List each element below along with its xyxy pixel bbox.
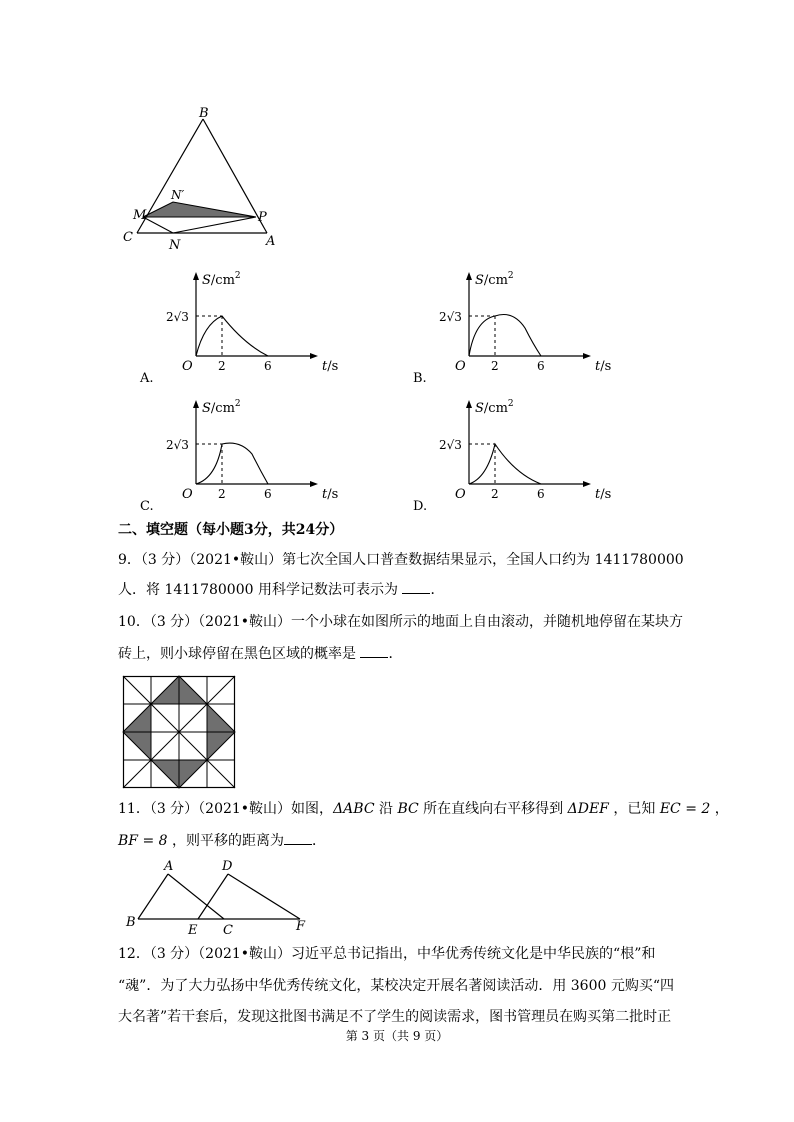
y-axis-label: $S/cm^2$ bbox=[475, 399, 514, 416]
q11-abc: ΔABC bbox=[333, 801, 375, 817]
y-axis-label: $S/cm^2$ bbox=[202, 271, 241, 288]
q9-answer-blank[interactable] bbox=[402, 581, 430, 594]
q11-answer-blank[interactable] bbox=[284, 832, 312, 845]
y-tick-label: 2√3 bbox=[166, 310, 189, 324]
label-a: A bbox=[266, 234, 276, 249]
q11-line1 bbox=[118, 799, 729, 819]
q11-bc: BC bbox=[397, 801, 419, 817]
q9-end: ． bbox=[430, 582, 445, 598]
q11-known: ，已知 bbox=[608, 801, 660, 817]
q11-mid: 所在直线向右平移得到 bbox=[418, 801, 568, 817]
label-m: M bbox=[133, 208, 147, 223]
q11-along: 沿 bbox=[374, 801, 398, 817]
label-n-prime: N′ bbox=[171, 188, 185, 202]
x-tick-label: 6 bbox=[264, 487, 272, 501]
x-axis-arrow bbox=[310, 353, 318, 359]
label-b: B bbox=[199, 106, 209, 121]
q9-text: 人．将 1411780000 用科学记数法可表示为 bbox=[118, 582, 403, 598]
segment-np bbox=[173, 217, 256, 233]
side-de bbox=[198, 874, 228, 919]
option-letter: C. bbox=[140, 499, 154, 514]
y-tick-label: 2√3 bbox=[439, 310, 462, 324]
label-p: P bbox=[258, 210, 267, 225]
x-axis-arrow bbox=[583, 353, 591, 359]
x-tick-label: 6 bbox=[264, 359, 272, 373]
side-ac bbox=[168, 874, 224, 919]
x-axis-label: t/s bbox=[595, 359, 612, 374]
x-tick-label: 2 bbox=[491, 359, 499, 373]
origin-label: O bbox=[182, 487, 193, 502]
side-ab bbox=[138, 874, 168, 919]
q11-end: ． bbox=[312, 833, 326, 849]
label-d: D bbox=[222, 859, 233, 874]
option-letter: B. bbox=[413, 371, 427, 386]
y-tick-label: 2√3 bbox=[166, 438, 189, 452]
q10-end: ． bbox=[388, 646, 403, 662]
q10-line2 bbox=[118, 644, 402, 664]
shaded-triangle-mnp bbox=[143, 202, 256, 217]
tile-figure bbox=[123, 676, 235, 788]
q10-text: 砖上，则小球停留在黑色区域的概率是 bbox=[118, 646, 361, 662]
page-footer: 第 3 页（共 9 页） bbox=[345, 1029, 449, 1043]
q11-text: ，则平移的距离为 bbox=[167, 833, 284, 849]
q11-bf: BF = 8 bbox=[118, 833, 168, 849]
graph-option-b[interactable] bbox=[413, 262, 613, 386]
side-df bbox=[228, 874, 300, 919]
option-letter: D. bbox=[413, 499, 428, 514]
q12-line2: “魂”．为了大力弘扬中华优秀传统文化，某校决定开展名著阅读活动．用 3600 元购买“四 bbox=[118, 978, 674, 994]
q11-def: ΔDEF bbox=[567, 801, 609, 817]
x-axis-label: t/s bbox=[595, 487, 612, 502]
y-axis-label: $S/cm^2$ bbox=[202, 399, 241, 416]
curve bbox=[196, 316, 268, 356]
x-tick-label: 6 bbox=[537, 359, 545, 373]
origin-label: O bbox=[455, 487, 466, 502]
q12-line3: 大名著”若干套后，发现这批图书满足不了学生的阅读需求，图书管理员在购买第二批时正 bbox=[118, 1009, 672, 1025]
q9-line1: 9．（3 分）（2021•鞍山）第七次全国人口普查数据结果显示，全国人口约为 1411780000 bbox=[118, 552, 684, 568]
y-axis-arrow bbox=[193, 272, 199, 280]
origin-label: O bbox=[455, 359, 466, 374]
option-letter: A. bbox=[140, 371, 154, 386]
x-axis-label: t/s bbox=[322, 359, 339, 374]
graph-option-c[interactable] bbox=[140, 390, 340, 514]
triangle-figure bbox=[115, 105, 285, 255]
label-e: E bbox=[188, 923, 198, 938]
x-tick-label: 2 bbox=[218, 359, 226, 373]
q10-line1: 10．（3 分）（2021•鞍山）一个小球在如图所示的地面上自由滚动，并随机地停留在某块方 bbox=[118, 614, 684, 630]
x-tick-label: 2 bbox=[218, 487, 226, 501]
graph-option-a[interactable] bbox=[140, 262, 340, 386]
x-tick-label: 6 bbox=[537, 487, 545, 501]
translation-figure bbox=[120, 858, 320, 938]
q12-line1: 12．（3 分）（2021•鞍山）习近平总书记指出，中华优秀传统文化是中华民族的“根”和 bbox=[118, 946, 656, 962]
q10-answer-blank[interactable] bbox=[360, 645, 388, 658]
y-axis-arrow bbox=[466, 272, 472, 280]
q9-line2 bbox=[118, 580, 444, 600]
label-c: C bbox=[223, 923, 233, 938]
curve bbox=[196, 443, 268, 484]
q11-prefix: 11．（3 分）（2021•鞍山）如图， bbox=[118, 801, 334, 817]
x-axis-arrow bbox=[583, 481, 591, 487]
curve bbox=[469, 444, 541, 484]
label-c: C bbox=[123, 230, 133, 245]
y-tick-label: 2√3 bbox=[439, 438, 462, 452]
curve bbox=[469, 315, 541, 357]
x-axis-label: t/s bbox=[322, 487, 339, 502]
origin-label: O bbox=[182, 359, 193, 374]
q11-line2 bbox=[118, 831, 326, 851]
section-2-title: 二、填空题（每小题3分，共24分） bbox=[118, 522, 344, 538]
x-axis-arrow bbox=[310, 481, 318, 487]
y-axis-arrow bbox=[466, 400, 472, 408]
y-axis-arrow bbox=[193, 400, 199, 408]
segment-mn bbox=[143, 217, 173, 233]
label-n: N bbox=[169, 238, 181, 253]
q11-ec: EC = 2 bbox=[659, 801, 711, 817]
label-a: A bbox=[164, 859, 174, 874]
label-f: F bbox=[296, 919, 306, 934]
y-axis-label: $S/cm^2$ bbox=[475, 271, 514, 288]
x-tick-label: 2 bbox=[491, 487, 499, 501]
graph-option-d[interactable] bbox=[413, 390, 613, 514]
q11-comma: ， bbox=[710, 801, 729, 817]
label-b: B bbox=[126, 915, 136, 930]
